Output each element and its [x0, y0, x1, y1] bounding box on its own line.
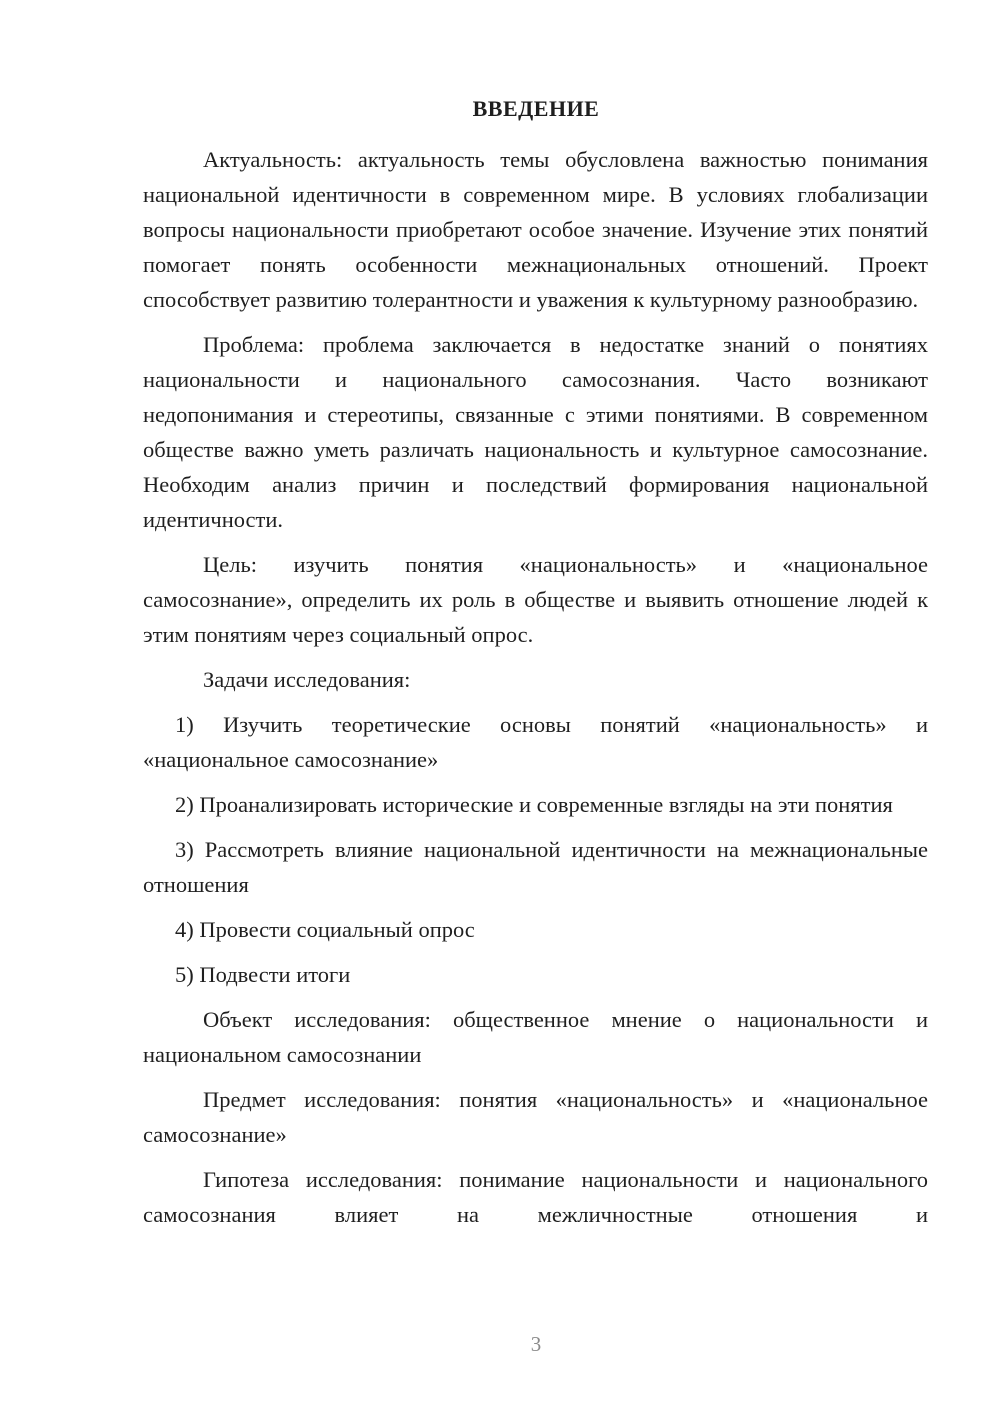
task-item-2: 2) Проанализировать исторические и современные взгляды на эти понятия — [175, 792, 893, 817]
section-heading: ВВЕДЕНИЕ — [472, 96, 600, 121]
subject-paragraph: Предмет исследования: понятия «национальность» и «национальное самосознание» — [143, 1087, 928, 1147]
goal-paragraph: Цель: изучить понятия «национальность» и «национальное самосознание», определить их роль в обществе и выявить отношение людей к этим понятиям через социальный опрос. — [143, 552, 928, 647]
tasks-title: Задачи исследования: — [203, 667, 411, 692]
task-item-3: 3) Рассмотреть влияние национальной идентичности на межнациональные отношения — [143, 837, 928, 897]
relevance-paragraph: Актуальность: актуальность темы обусловлена важностью понимания национальной идентичности в современном мире. В условиях глобализации вопросы национальности приобретают особое значение. Изучение этих понятий помогает понять особенности межнациональных отношений. Проект способствует развитию толерантности и уважения к культурному разнообразию. — [143, 147, 928, 312]
task-item-1: 1) Изучить теоретические основы понятий «национальность» и «национальное самосознание» — [143, 712, 928, 772]
task-item-4: 4) Провести социальный опрос — [175, 917, 475, 942]
document-body — [143, 142, 928, 1242]
task-item-5: 5) Подвести итоги — [175, 962, 351, 987]
object-paragraph: Объект исследования: общественное мнение о национальности и национальном самосознании — [143, 1007, 928, 1067]
page-number: 3 — [530, 1332, 542, 1356]
hypothesis-paragraph: Гипотеза исследования: понимание национальности и национального самосознания влияет на межличностные отношения и — [143, 1167, 928, 1227]
problem-paragraph: Проблема: проблема заключается в недостатке знаний о понятиях национальности и национального самосознания. Часто возникают недопонимания и стереотипы, связанные с этими понятиями. В современном обществе важно уметь различать национальность и культурное самосознание. Необходим анализ причин и последствий формирования национальной идентичности. — [143, 332, 928, 532]
